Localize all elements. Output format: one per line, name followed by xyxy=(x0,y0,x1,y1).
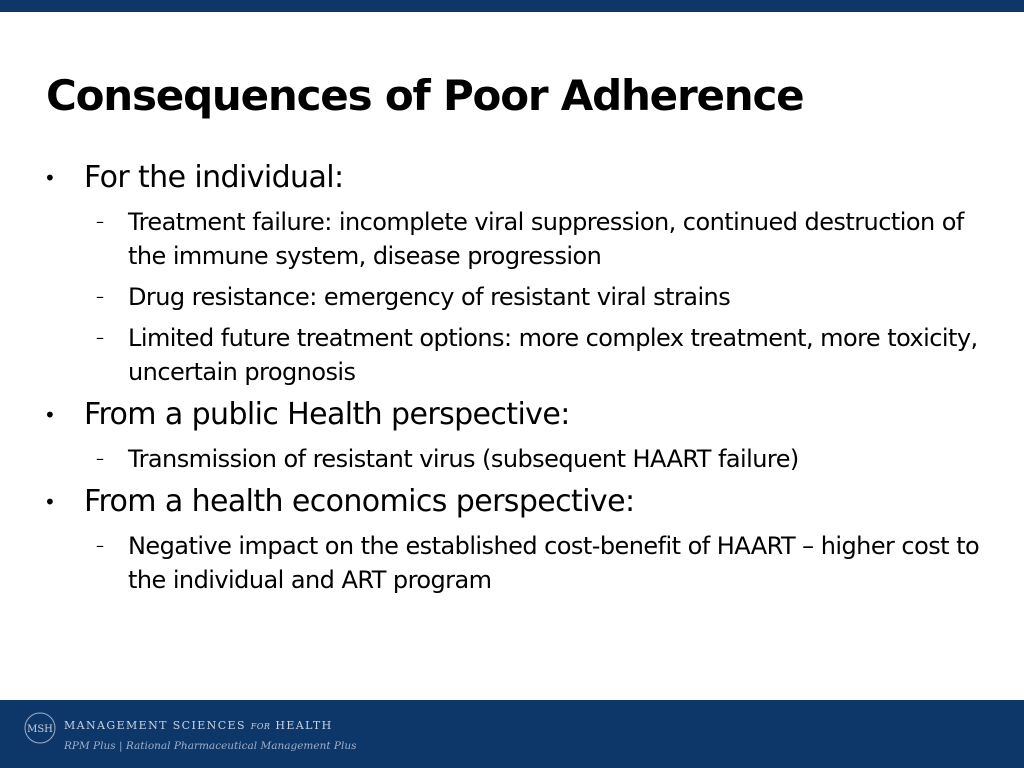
footer-band xyxy=(0,700,1024,768)
bullet-glyph: • xyxy=(44,403,56,427)
sub-bullet-item xyxy=(46,205,986,273)
dash-glyph: – xyxy=(96,328,104,347)
org-name-part2: HEALTH xyxy=(275,719,333,732)
dash-glyph: – xyxy=(96,287,104,306)
top-accent-bar xyxy=(0,0,1024,12)
slide-title: Consequences of Poor Adherence xyxy=(46,71,804,120)
bullet-item xyxy=(46,159,986,197)
bullet-glyph: • xyxy=(44,490,56,514)
organization-name xyxy=(64,719,333,732)
slide-body xyxy=(46,159,986,604)
sub-bullet-text: Limited future treatment options: more complex treatment, more toxicity, uncertain prognosis xyxy=(128,324,978,386)
bullet-text: From a public Health perspective: xyxy=(84,397,570,432)
sub-bullet-item xyxy=(46,280,986,314)
sub-bullet-text: Treatment failure: incomplete viral suppression, continued destruction of the immune system, disease progression xyxy=(128,208,964,270)
sub-bullet-text: Drug resistance: emergency of resistant viral strains xyxy=(128,283,731,311)
logo-text: MSH xyxy=(27,724,53,735)
program-subtitle: RPM Plus | Rational Pharmaceutical Management Plus xyxy=(64,740,357,752)
bullet-text: From a health economics perspective: xyxy=(84,484,635,519)
dash-glyph: – xyxy=(96,212,104,231)
org-name-part1: MANAGEMENT SCIENCES xyxy=(64,719,246,732)
bullet-glyph: • xyxy=(44,166,56,190)
msh-logo-icon xyxy=(22,710,58,746)
bullet-item xyxy=(46,483,986,521)
sub-bullet-item xyxy=(46,321,986,389)
org-name-for: for xyxy=(250,719,271,732)
sub-bullet-item xyxy=(46,529,986,597)
sub-bullet-item xyxy=(46,442,986,476)
bullet-text: For the individual: xyxy=(84,160,344,195)
bullet-item xyxy=(46,396,986,434)
sub-bullet-text: Negative impact on the established cost-benefit of HAART – higher cost to the individual and ART program xyxy=(128,532,980,594)
dash-glyph: – xyxy=(96,536,104,555)
dash-glyph: – xyxy=(96,449,104,468)
sub-bullet-text: Transmission of resistant virus (subsequent HAART failure) xyxy=(128,445,799,473)
